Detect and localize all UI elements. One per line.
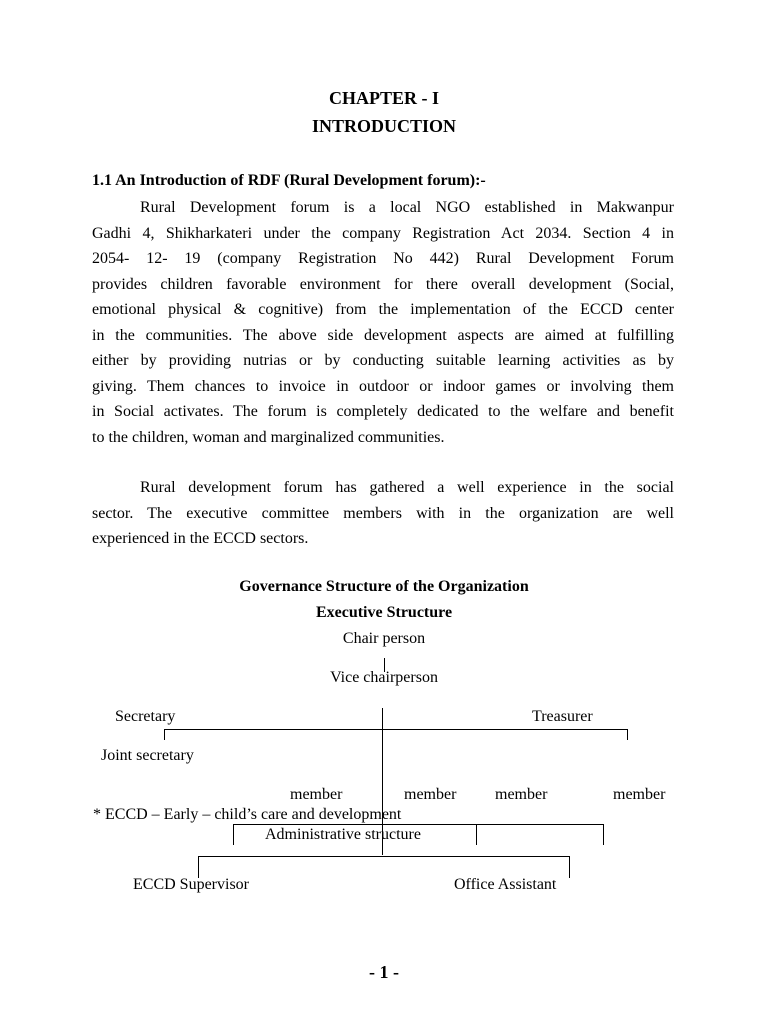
governance-title: Governance Structure of the Organization — [239, 578, 529, 595]
page-number: - 1 - — [369, 962, 399, 982]
member: member — [290, 786, 343, 803]
paragraph-line: emotional physical & cognitive) from the implementation of the ECCD center — [92, 301, 674, 318]
chapter-subtitle: INTRODUCTION — [311, 116, 457, 136]
member: member — [404, 786, 457, 803]
paragraph-line: experienced in the ECCD sectors. — [92, 530, 309, 547]
paragraph-line: giving. Them chances to invoice in outdoor or indoor games or involving them — [92, 377, 674, 395]
member: member — [613, 786, 666, 803]
vice-chairperson: Vice chairperson — [330, 669, 438, 686]
treasurer: Treasurer — [532, 708, 593, 725]
paragraph-line: to the children, woman and marginalized communities. — [92, 428, 445, 446]
paragraph-line: Rural Development forum is a local NGO established in Makwanpur — [140, 199, 674, 216]
office-assistant: Office Assistant — [454, 876, 557, 893]
eccd-supervisor: ECCD Supervisor — [133, 876, 249, 893]
paragraph-line: in the communities. The above side development aspects are aimed at fulfilling — [92, 326, 674, 344]
paragraph-line: either by providing nutrias or by conducting suitable learning activities as by — [92, 352, 674, 369]
paragraph-line: Rural development forum has gathered a well experience in the social — [140, 479, 674, 496]
administrative-structure-title: Administrative structure — [265, 826, 421, 843]
chapter-title: CHAPTER - I — [328, 88, 439, 108]
paragraph-line: 2054- 12- 19 (company Registration No 442) Rural Development Forum — [92, 250, 674, 267]
joint-secretary: Joint secretary — [101, 747, 194, 764]
paragraph-line: provides children favorable environment for there overall development (Social, — [92, 275, 674, 293]
member: member — [495, 786, 548, 803]
secretary: Secretary — [115, 708, 176, 725]
section-heading: 1.1 An Introduction of RDF (Rural Development forum):- — [92, 172, 486, 189]
paragraph-line: Gadhi 4, Shikharkateri under the company Registration Act 2034. Section 4 in — [92, 224, 674, 242]
eccd-footnote: * ECCD – Early – child’s care and development — [93, 806, 402, 823]
executive-structure-title: Executive Structure — [315, 604, 453, 621]
chair-person: Chair person — [342, 630, 426, 647]
paragraph-line: in Social activates. The forum is completely dedicated to the welfare and benefit — [92, 403, 674, 420]
paragraph-line: sector. The executive committee members with in the organization are well — [92, 504, 674, 522]
